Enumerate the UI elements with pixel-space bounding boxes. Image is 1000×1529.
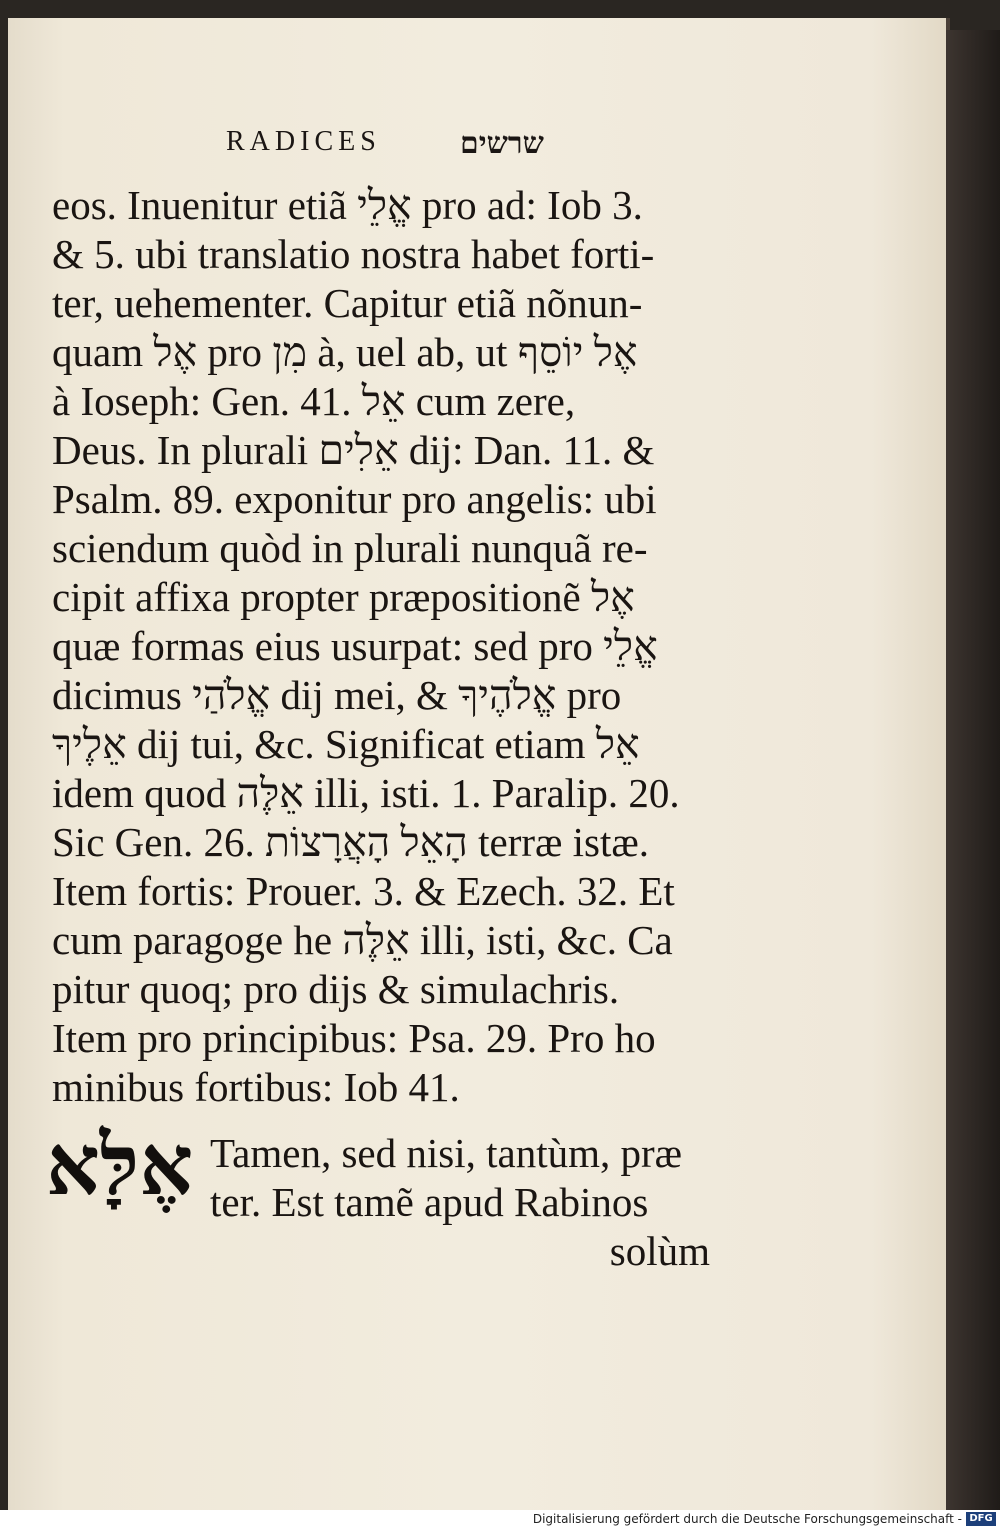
catchword: solùm bbox=[609, 1228, 710, 1274]
entry-line: ter. Est tamẽ apud Rabinos bbox=[210, 1179, 649, 1225]
footer-bar bbox=[0, 1510, 1000, 1529]
text-line: dicimus אֱלֹהַי dij mei, & אֱלֹהֶיךָ pro bbox=[52, 672, 622, 718]
running-header-latin: RADICES bbox=[226, 126, 381, 157]
text-line: & 5. ubi translatio nostra habet forti- bbox=[52, 231, 655, 277]
entry-headword: אֶלָּא bbox=[46, 1115, 194, 1214]
running-header-hebrew: שרשים bbox=[460, 126, 544, 161]
text-line: Psalm. 89. exponitur pro angelis: ubi bbox=[52, 476, 657, 522]
text-line: Item pro principibus: Psa. 29. Pro ho bbox=[52, 1015, 656, 1061]
text-line: à Ioseph: Gen. 41. אֵל cum zere, bbox=[52, 378, 576, 424]
text-line: אֵלֶיךָ dij tui, &c. Significat etiam אֵל bbox=[52, 721, 640, 767]
text-line: quam אֶל pro מִן à, uel ab, ut אֶל יוֹסֵף bbox=[52, 329, 638, 375]
entry-line: Tamen, sed nisi, tantùm, præ bbox=[210, 1130, 682, 1176]
text-line: cum paragoge he אֵלֶּה illi, isti, &c. Ca bbox=[52, 917, 673, 963]
text-line: cipit affixa propter præpositionẽ אֶל bbox=[52, 574, 635, 620]
text-line: Deus. In plurali אֵלִים dij: Dan. 11. & bbox=[52, 427, 655, 473]
text-line: pitur quoq; pro dijs & simulachris. bbox=[52, 966, 620, 1012]
text-line: quæ formas eius usurpat: sed pro אֱלֵי bbox=[52, 623, 658, 669]
funding-credit: Digitalisierung gefördert durch die Deutsche Forschungsgemeinschaft - bbox=[532, 1512, 962, 1526]
dfg-logo: DFG bbox=[966, 1512, 996, 1526]
text-line: ter, uehementer. Capitur etiã nõnun- bbox=[52, 280, 643, 326]
text-line: idem quod אֵלֶּה illi, isti. 1. Paralip. 20. bbox=[52, 770, 680, 816]
text-line: eos. Inuenitur etiã אֱלֵי pro ad: Iob 3. bbox=[52, 182, 643, 228]
page-edge bbox=[946, 30, 1000, 1510]
text-line: Sic Gen. 26. הָאֵל הָאֲרָצוֹת terræ istæ. bbox=[52, 819, 649, 865]
text-line: Item fortis: Prouer. 3. & Ezech. 32. Et bbox=[52, 868, 675, 914]
text-line: minibus fortibus: Iob 41. bbox=[52, 1064, 460, 1110]
text-line: sciendum quòd in plurali nunquã re- bbox=[52, 525, 648, 571]
